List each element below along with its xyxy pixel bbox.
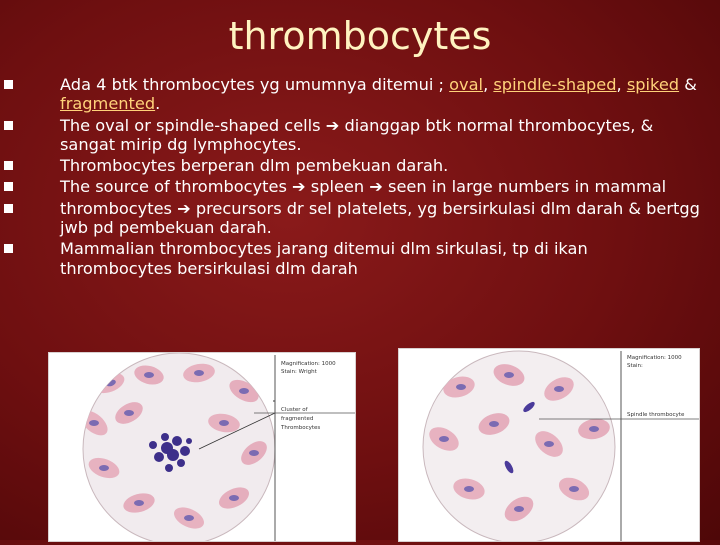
separator-text: & <box>679 75 697 94</box>
arrow-right-icon: ➔ <box>292 177 306 197</box>
cluster-label-line2: fragmented <box>281 416 314 422</box>
blood-smear-left-image <box>49 353 355 541</box>
bullet-square-icon <box>4 182 13 191</box>
bullet-text: The source of thrombocytes <box>60 177 293 197</box>
arrow-right-icon: ➔ <box>177 198 191 218</box>
arrow-right-icon: ➔ <box>325 115 340 135</box>
blood-smear-right-image <box>399 349 699 541</box>
bullet-item-mammalian <box>4 239 704 278</box>
bullet-item-forms <box>4 75 704 114</box>
arrow-right-icon: ➔ <box>369 177 383 197</box>
micrograph-left <box>48 352 356 542</box>
link-oval[interactable]: oval <box>449 75 484 94</box>
bullet-text: Ada 4 btk thrombocytes yg umumnya ditemui ; <box>60 75 450 94</box>
bullet-text-end: . <box>155 94 161 114</box>
stain-label: Stain: Wright <box>281 369 317 375</box>
cluster-label-line1: Cluster of <box>281 407 308 413</box>
bullet-text: Thrombocytes berperan dlm pembekuan darah. <box>60 156 449 176</box>
bullet-item-normal-forms <box>4 116 704 155</box>
bullet-item-function <box>4 156 704 175</box>
bullet-text: precursors dr sel platelets, yg bersirkulasi dlm darah & bertgg jwb pd pembekuan darah. <box>60 198 700 238</box>
bullet-square-icon <box>4 80 13 89</box>
link-spindle-shaped[interactable]: spindle-shaped <box>493 75 617 94</box>
bullet-square-icon <box>4 121 13 130</box>
micrograph-right <box>398 348 700 542</box>
bullet-square-icon <box>4 204 13 213</box>
separator-text: , <box>616 75 627 94</box>
magnification-label: Magnification: 1000 <box>281 361 336 367</box>
stain-label: Stain: <box>627 363 643 369</box>
bullet-text: spleen <box>305 177 370 197</box>
spindle-thrombocyte-label: Spindle thrombocyte <box>627 412 685 418</box>
link-fragmented[interactable]: fragmented <box>60 94 156 114</box>
bullet-item-source <box>4 177 704 196</box>
magnification-label: Magnification: 1000 <box>627 355 682 361</box>
bullet-square-icon <box>4 244 13 253</box>
bullet-item-precursors <box>4 199 704 238</box>
separator-text: , <box>483 75 494 94</box>
bullet-list <box>4 75 704 280</box>
link-spiked[interactable]: spiked <box>626 75 680 94</box>
bullet-text: Mammalian thrombocytes jarang ditemui dlm sirkulasi, tp di ikan thrombocytes bersirkulasi dlm darah <box>60 239 588 278</box>
bullet-text: The oval or spindle-shaped cells <box>60 115 326 135</box>
bullet-text: seen in large numbers in mammal <box>382 177 667 197</box>
bullet-text: dianggap btk normal thrombocytes, & sangat mirip dg lymphocytes. <box>60 115 654 154</box>
cluster-label-line3: Thrombocytes <box>281 425 321 431</box>
bullet-square-icon <box>4 161 13 170</box>
slide-title: thrombocytes <box>228 14 492 58</box>
bullet-text: thrombocytes <box>60 198 178 218</box>
